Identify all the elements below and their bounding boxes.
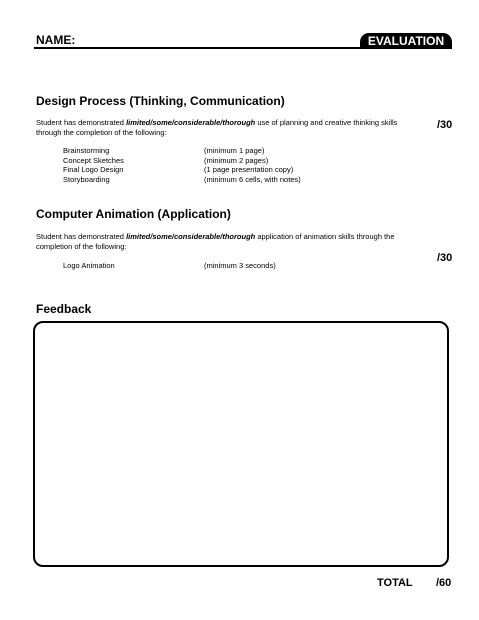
feedback-title: Feedback — [36, 302, 92, 316]
list-item-detail: (minimum 3 seconds) — [204, 261, 276, 270]
list-item-detail: (minimum 6 cells, with notes) — [204, 174, 301, 184]
list-item — [63, 261, 276, 271]
section2-text-before: Student has demonstrated — [36, 232, 127, 241]
section1-title: Design Process (Thinking, Communication) — [36, 94, 285, 108]
section2-text-after: application of animation skills through the completion of the following: — [36, 232, 395, 251]
total-label: TOTAL — [377, 577, 413, 589]
list-item — [63, 156, 301, 166]
evaluation-tab — [360, 33, 452, 49]
section1-text-after: use of planning and creative thinking skills through the completion of the following: — [36, 118, 398, 137]
feedback-box[interactable] — [33, 321, 449, 567]
section1-list — [63, 146, 301, 184]
section1-score: /30 — [437, 119, 453, 131]
section2-list — [63, 261, 276, 271]
list-item-name: Final Logo Design — [63, 165, 124, 174]
section1-text-before: Student has demonstrated — [36, 118, 127, 127]
list-item — [63, 175, 301, 185]
list-item-detail: (minimum 1 page) — [204, 146, 265, 155]
total-score: /60 — [436, 577, 452, 589]
name-label: NAME: — [36, 33, 76, 47]
list-item — [63, 146, 301, 156]
list-item-name: Concept Sketches — [63, 155, 124, 165]
list-item — [63, 165, 301, 175]
section2-text-emphasis: limited/some/considerable/thorough — [126, 232, 256, 241]
list-item-name: Logo Animation — [63, 261, 115, 270]
list-item-detail: (minimum 2 pages) — [204, 155, 269, 165]
section1-description — [36, 118, 401, 138]
section1-text-emphasis: limited/some/considerable/thorough — [126, 118, 256, 127]
list-item-name: Brainstorming — [63, 146, 110, 155]
list-item-detail: (1 page presentation copy) — [204, 165, 294, 174]
section2-score: /30 — [437, 252, 453, 264]
section2-description — [36, 232, 401, 252]
list-item-name: Storyboarding — [63, 174, 110, 184]
evaluation-tab-label: EVALUATION — [367, 34, 445, 48]
section2-title: Computer Animation (Application) — [36, 207, 231, 221]
